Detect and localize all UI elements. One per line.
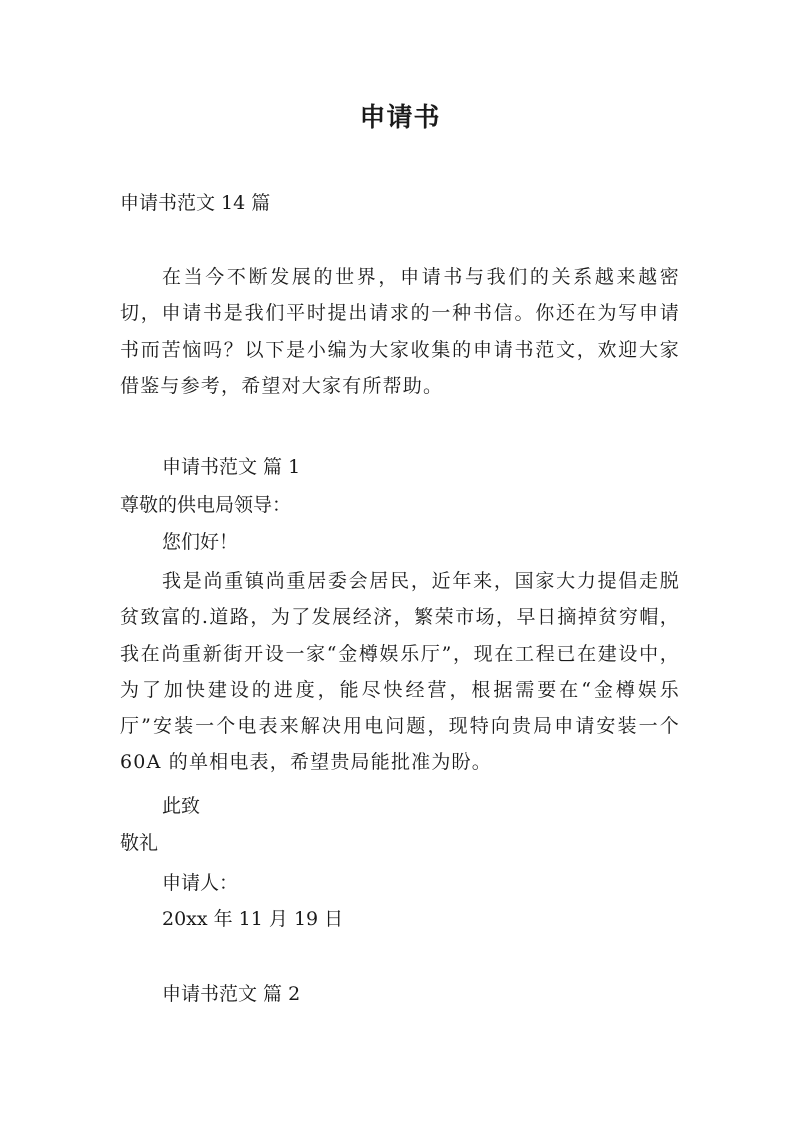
section2-heading: 申请书范文 篇 2 [162,983,301,1005]
letter-closing-1: 此致 [162,795,201,817]
document-subtitle: 申请书范文 14 篇 [120,192,271,214]
section1-heading: 申请书范文 篇 1 [162,456,301,478]
letter-salutation: 尊敬的供电局领导： [120,494,292,516]
intro-paragraph: 在当今不断发展的世界，申请书与我们的关系越来越密切，申请书是我们平时提出请求的一种书信。你还在为写申请书而苦恼吗？以下是小编为大家收集的申请书范文，欢迎大家借鉴与参考，希望对大家有所帮助。 [120,266,680,397]
letter-date: 20xx 年 11 月 19 日 [162,908,344,930]
letter-applicant: 申请人： [162,872,239,894]
letter-greeting: 您们好！ [162,531,239,553]
letter-body: 我是尚重镇尚重居委会居民，近年来，国家大力提倡走脱贫致富的.道路，为了发展经济，繁荣市场，早日摘掉贫穷帽，我在尚重新街开设一家“金樽娱乐厅”，现在工程已在建设中，为了加快建设的进度，能尽快经营，根据需要在“金樽娱乐厅”安装一个电表来解决用电问题，现特向贵局申请安装一个 60A 的单相电表，希望贵局能批准为盼。 [120,570,680,774]
letter-closing-2: 敬礼 [120,832,159,854]
document-title: 申请书 [359,103,441,133]
